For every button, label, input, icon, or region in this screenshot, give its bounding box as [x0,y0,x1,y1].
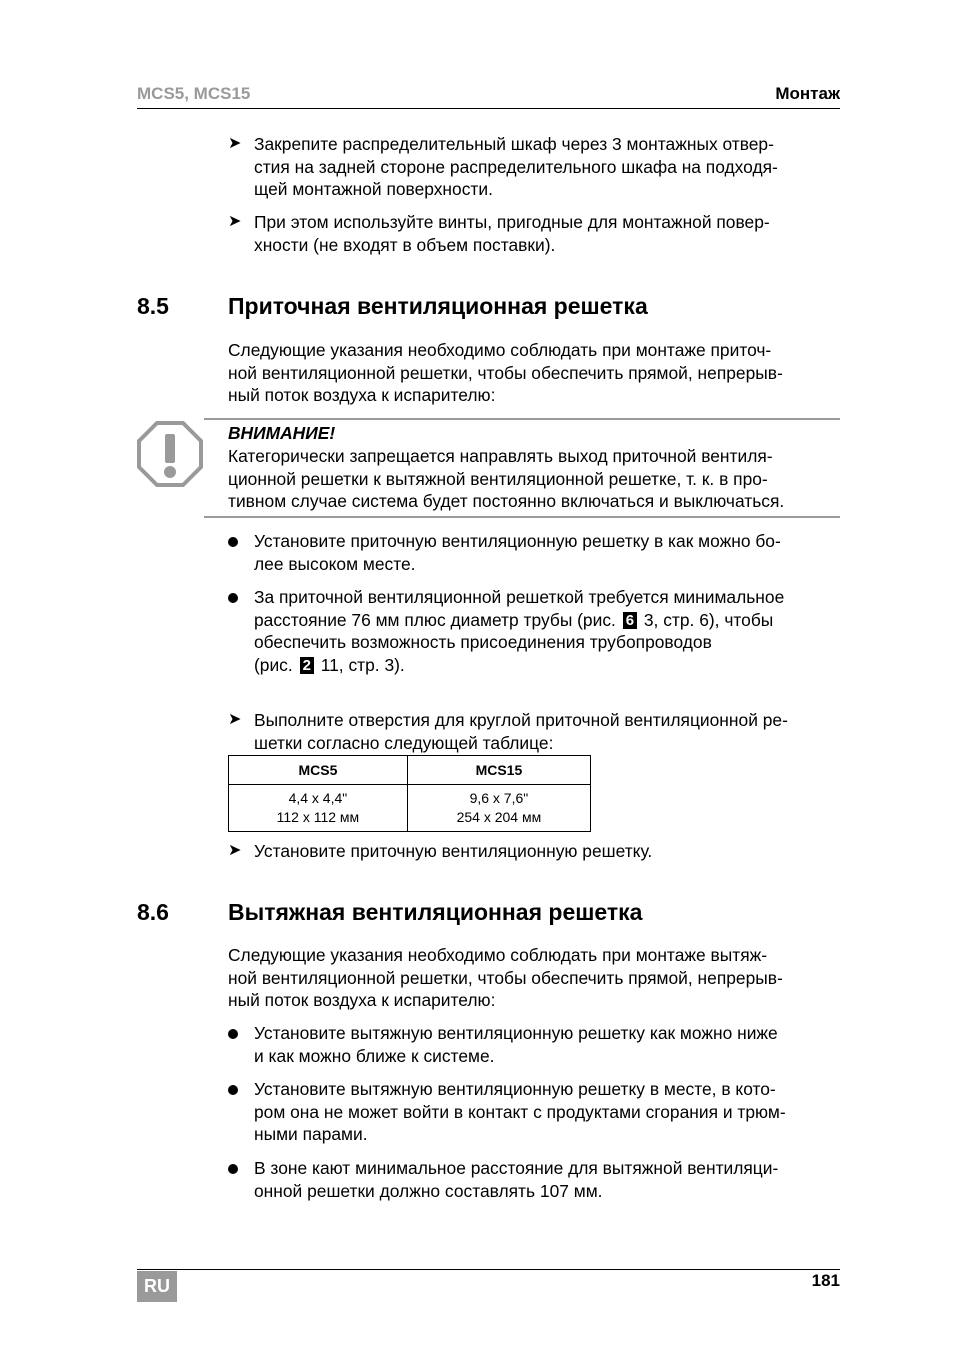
step-text: Выполните отверстия для круглой приточной вентиляционной ре- шетки согласно следующей таблице: [254,710,788,753]
list-item [228,1157,842,1202]
bullet-icon [228,586,250,609]
figure-ref-badge: 2 [300,657,314,674]
table-cell [407,785,590,832]
bullet-icon [228,1157,250,1180]
cell-inch: 4,4 x 4,4" [288,790,348,806]
list-item [228,530,842,575]
bullet-text-part: За приточной вентиляционной решеткой требуется минимальное расстояние 76 мм плюс диаметр трубы (рис. [254,587,785,630]
bullet-icon [228,530,250,553]
step-text: Закрепите распределительный шкаф через 3 монтажных отвер- стия на задней стороне распределительного шкафа на подходя- щей монтажной поверхности. [254,134,778,199]
bullet-icon [228,1022,250,1045]
bullet-text-part: 11, стр. 3). [320,654,405,675]
list-item [228,1022,842,1067]
header-product: MCS5, MCS15 [137,84,251,103]
warning-heading: ВНИМАНИЕ! [228,423,336,443]
list-item-text: Установите вытяжную вентиляционную решетку в месте, в кото- ром она не может войти в контакт с продуктами сгорания и трюм- ными парами. [254,1079,786,1144]
warning-title [228,422,842,445]
list-item-text: Установите вытяжную вентиляционную решетку как можно ниже и как можно ближе к системе. [254,1023,778,1066]
step-text: Установите приточную вентиляционную решетку. [254,841,653,861]
list-item-text [254,586,842,676]
table-header-cell: MCS15 [407,756,590,785]
figure-ref-badge: 6 [623,612,637,629]
warning-top-rule [204,418,840,420]
section-number: 8.6 [137,899,169,925]
table-header-cell: MCS5 [229,756,408,785]
section-title: Приточная вентиляционная решетка [228,293,648,319]
cell-mm: 254 x 204 мм [456,809,542,825]
cell-mm: 112 x 112 мм [276,809,360,825]
arrow-icon: ➤ [228,711,242,728]
step-item [228,840,842,863]
section-intro: Следующие указания необходимо соблюдать при монтаже вытяж- ной вентиляционной решетки, чтобы обеспечить прямой, непрерыв- ный поток воздуха к испарителю: [228,945,783,1010]
footer-rule [137,1269,840,1270]
step-item [228,133,842,201]
section-intro: Следующие указания необходимо соблюдать при монтаже приточ- ной вентиляционной решетки, чтобы обеспечить прямой, непрерыв- ный поток воздуха к испарителю: [228,340,783,405]
cell-inch: 9,6 x 7,6" [469,790,529,806]
list-item-text: Установите приточную вентиляционную решетку в как можно бо- лее высоком месте. [254,531,781,574]
section-title: Вытяжная вентиляционная решетка [228,899,643,925]
section-number: 8.5 [137,293,169,319]
warning-text: Категорически запрещается направлять выход приточной вентиля- ционной решетки к вытяжной вентиляционной решетке, т. к. в про- тивном случае система будет постоянно включаться и выключаться. [228,446,785,511]
step-item [228,211,842,256]
arrow-icon: ➤ [228,842,242,859]
list-item [228,586,842,676]
table-header-row [229,756,591,785]
bullet-text-part: 3, стр. 6), чтобы обеспечить возможность присоединения трубопроводов (рис. [254,609,774,675]
cutout-table [228,755,591,832]
table-cell [229,785,408,832]
table-row [229,785,591,832]
step-text: При этом используйте винты, пригодные для монтажной повер- хности (не входят в объем поставки). [254,212,770,255]
header-rule [137,108,840,109]
list-item-text: В зоне кают минимальное расстояние для вытяжной вентиляци- онной решетки должно составлять 107 мм. [254,1158,779,1201]
page-number: 181 [811,1271,840,1290]
attention-icon [137,421,203,487]
arrow-icon: ➤ [228,213,242,230]
language-badge: RU [137,1271,177,1302]
arrow-icon: ➤ [228,135,242,152]
list-item [228,1078,842,1146]
header-chapter: Монтаж [775,84,840,103]
warning-bottom-rule [204,516,840,518]
bullet-icon [228,1078,250,1101]
step-item [228,709,842,754]
